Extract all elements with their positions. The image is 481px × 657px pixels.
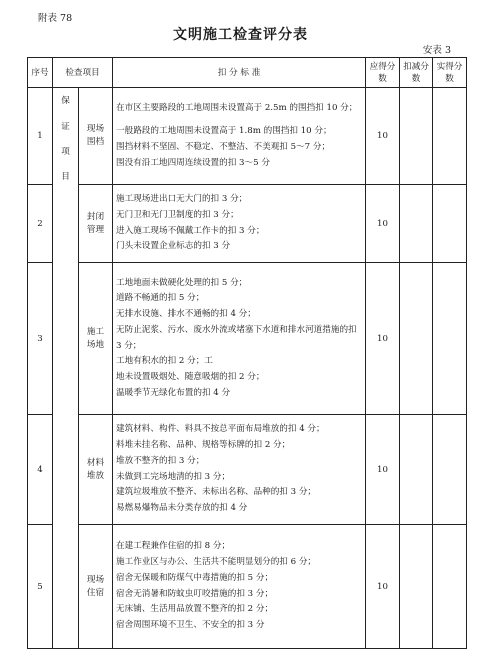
header-standard: 扣 分 标 准 <box>113 58 366 88</box>
category-cell <box>53 88 79 649</box>
header-due-score: 应得分数 <box>366 58 400 88</box>
header-check-item: 检查项目 <box>53 58 113 88</box>
table-code: 安表 3 <box>422 45 451 56</box>
category-char: 目 <box>61 172 70 182</box>
standard-line: 无床铺、生活用品放置不整齐的扣 2 分； <box>116 604 274 615</box>
due-score: 10 <box>366 263 400 415</box>
deduction-standards <box>113 185 366 263</box>
actual-score-cell <box>433 185 467 263</box>
category-char: 保 <box>61 96 70 106</box>
deduct-score-cell <box>400 415 433 525</box>
standard-line: 宿舍无保暖和防煤气中毒措施的扣 5 分； <box>116 572 274 583</box>
standard-line: 未做到工完场地清的扣 3 分； <box>116 471 231 482</box>
table-row <box>28 185 467 263</box>
category-char: 证 <box>61 122 70 132</box>
standard-line: 施工现场进出口无大门的扣 3 分； <box>116 194 248 205</box>
row-seq: 1 <box>28 88 53 185</box>
row-seq: 3 <box>28 263 53 415</box>
deduct-score-cell <box>400 263 433 415</box>
due-score: 10 <box>366 185 400 263</box>
due-score: 10 <box>366 525 400 649</box>
standard-line: 进入施工现场不佩戴工作卡的扣 3 分； <box>116 225 265 236</box>
standard-line: 无排水设施、排水不通畅的扣 4 分； <box>116 309 256 320</box>
standard-line: 道路不畅通的扣 5 分； <box>116 293 205 304</box>
score-table <box>27 57 467 649</box>
standard-line: 料堆未挂名称、品种、规格等标牌的扣 2 分； <box>116 440 291 451</box>
standard-line: 易燃易爆物品未分类存放的扣 4 分 <box>116 502 248 513</box>
standard-line: 施工作业区与办公、生活共不能明显划分的扣 6 分； <box>116 557 317 568</box>
standard-line: 堆放不整齐的扣 3 分； <box>116 455 205 466</box>
standard-line: 在市区主要路段的工地周围未设置高于 2.5m 的围挡扣 10 分； <box>116 102 358 113</box>
standard-line: 工地有积水的扣 2 分；工 <box>116 356 213 367</box>
standard-line: 宿舍无消暑和防蚊虫叮咬措施的扣 3 分； <box>116 588 274 599</box>
check-item: 封闭管理 <box>79 185 113 263</box>
header-actual-score: 实得分数 <box>433 58 467 88</box>
check-item: 现场住宿 <box>79 525 113 649</box>
check-item: 现场围档 <box>79 88 113 185</box>
standard-line: 无防止泥浆、污水、废水外流或堵塞下水道和排水河道措施的扣 3 分； <box>116 324 357 351</box>
actual-score-cell <box>433 415 467 525</box>
appendix-label: 附表 78 <box>38 13 73 24</box>
standard-line: 温暖季节无绿化布置的扣 4 分 <box>116 387 231 398</box>
deduction-standards <box>113 88 366 185</box>
actual-score-cell <box>433 263 467 415</box>
actual-score-cell <box>433 88 467 185</box>
header-row <box>28 58 467 88</box>
standard-line: 建筑垃圾堆放不整齐、未标出名称、品种的扣 3 分； <box>116 487 317 498</box>
deduct-score-cell <box>400 525 433 649</box>
standard-line: 在建工程兼作住宿的扣 8 分； <box>116 541 231 552</box>
standard-line: 宿舍周围环境不卫生、不安全的扣 3 分 <box>116 619 265 630</box>
deduction-standards <box>113 525 366 649</box>
standard-line: 围挡材料不坚固、不稳定、不整洁、不美观扣 5～7 分； <box>116 142 331 152</box>
row-seq: 4 <box>28 415 53 525</box>
page-title: 文明施工检查评分表 <box>173 27 308 43</box>
check-item: 材料堆放 <box>79 415 113 525</box>
row-seq: 2 <box>28 185 53 263</box>
due-score: 10 <box>366 88 400 185</box>
table-row <box>28 88 467 185</box>
standard-line: 围没有沿工地四周连续设置的扣 3～5 分 <box>116 157 270 168</box>
deduct-score-cell <box>400 185 433 263</box>
standard-line: 门头未设置企业标志的扣 3 分 <box>116 241 231 252</box>
standard-line: 一般路段的工地周围未设置高于 1.8m 的围挡扣 10 分； <box>116 126 332 137</box>
standard-line: 建筑材料、构件、料具不按总平面布局堆放的扣 4 分； <box>116 424 325 435</box>
standard-line: 工地地面未做硬化处理的扣 5 分； <box>116 277 248 288</box>
standard-line: 地未设置吸烟处、随意吸烟的扣 2 分； <box>116 371 265 382</box>
due-score: 10 <box>366 415 400 525</box>
table-row <box>28 525 467 649</box>
category-char: 项 <box>61 147 70 157</box>
deduct-score-cell <box>400 88 433 185</box>
deduction-standards <box>113 415 366 525</box>
header-seq: 序号 <box>28 58 53 88</box>
actual-score-cell <box>433 525 467 649</box>
header-deduct-score: 扣减分数 <box>400 58 433 88</box>
standard-line: 无门卫和无门卫制度的扣 3 分； <box>116 209 239 220</box>
table-row <box>28 263 467 415</box>
deduction-standards <box>113 263 366 415</box>
row-seq: 5 <box>28 525 53 649</box>
table-row <box>28 415 467 525</box>
check-item: 施工场地 <box>79 263 113 415</box>
